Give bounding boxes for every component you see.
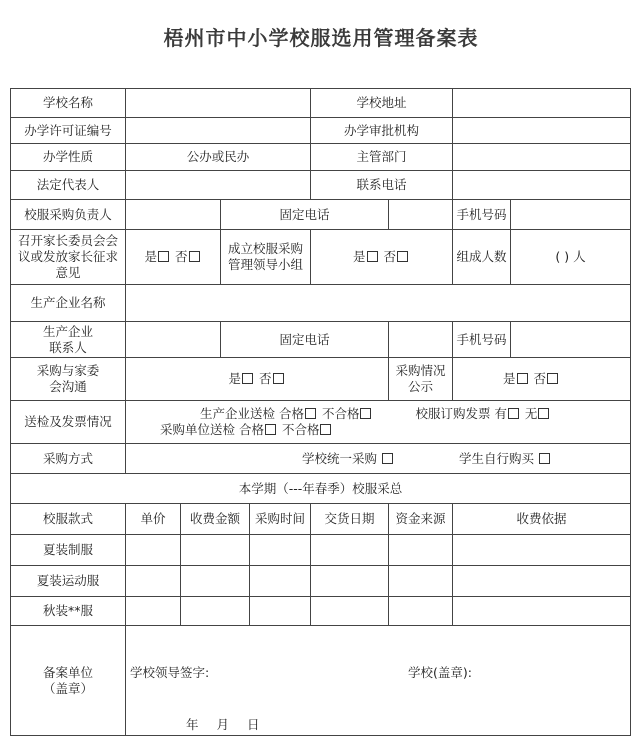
row-nature: [11, 144, 631, 171]
option-text: 生产企业送检 合格: [200, 406, 304, 421]
checkbox-unified[interactable]: [382, 453, 393, 464]
field-group-size[interactable]: ( ) 人: [511, 230, 631, 285]
filing-form-table: [10, 88, 631, 736]
checkbox-buyer-fail[interactable]: [320, 424, 331, 435]
checkbox-yes[interactable]: [517, 373, 528, 384]
checkbox-self[interactable]: [539, 453, 550, 464]
checkbox-invoice-no[interactable]: [538, 408, 549, 419]
option-text: 不合格: [277, 422, 320, 437]
checkbox-invoice-yes[interactable]: [508, 408, 519, 419]
field-school-address[interactable]: [453, 89, 631, 118]
field-legal-rep[interactable]: [126, 171, 311, 200]
label-line: 公示: [408, 379, 434, 394]
checkbox-yes[interactable]: [242, 373, 253, 384]
label-fixed-phone: 固定电话: [221, 200, 389, 230]
uniform-type: 夏装制服: [11, 535, 126, 566]
option-text: 不合格: [317, 406, 360, 421]
field-mobile-2[interactable]: [511, 322, 631, 358]
header-fund-source: 资金来源: [389, 504, 453, 535]
value-nature: 公办或民办: [126, 144, 311, 171]
yes-text: 是: [144, 249, 157, 264]
label-line: 备案单位: [42, 664, 93, 680]
checkbox-manufacturer-pass[interactable]: [305, 408, 316, 419]
label-school-address: 学校地址: [311, 89, 453, 118]
inspection-options: [126, 401, 631, 444]
checkbox-group-communication: [126, 358, 389, 401]
row-filing: [11, 626, 631, 736]
label-publicity: [389, 358, 453, 401]
checkbox-yes[interactable]: [158, 251, 169, 262]
table-row: [11, 597, 631, 626]
cell[interactable]: [126, 597, 181, 626]
uniform-type: 夏装运动服: [11, 566, 126, 597]
label-group-size: 组成人数: [453, 230, 511, 285]
header-price: 单价: [126, 504, 181, 535]
label-legal-rep: 法定代表人: [11, 171, 126, 200]
label-fixed-phone-2: 固定电话: [221, 322, 389, 358]
field-supervisor[interactable]: [453, 144, 631, 171]
label-manufacturer: 生产企业名称: [11, 285, 126, 322]
row-legal-rep: [11, 171, 631, 200]
row-headers: [11, 504, 631, 535]
term-summary: 本学期（---年春季）校服采总: [11, 474, 631, 504]
cell[interactable]: [311, 597, 389, 626]
method-options: [126, 444, 631, 474]
yes-text: 是: [228, 371, 241, 386]
checkbox-no[interactable]: [547, 373, 558, 384]
label-school-name: 学校名称: [11, 89, 126, 118]
uniform-type: 秋装**服: [11, 597, 126, 626]
checkbox-buyer-pass[interactable]: [265, 424, 276, 435]
row-parent-meeting: [11, 230, 631, 285]
cell[interactable]: [250, 597, 311, 626]
label-mobile-2: 手机号码: [453, 322, 511, 358]
cell[interactable]: [453, 535, 631, 566]
cell[interactable]: [181, 566, 250, 597]
label-contact-phone: 联系电话: [311, 171, 453, 200]
field-contact-phone[interactable]: [453, 171, 631, 200]
cell[interactable]: [126, 535, 181, 566]
row-term-summary: [11, 474, 631, 504]
field-approval-org[interactable]: [453, 118, 631, 144]
checkbox-group-parent-meeting: [126, 230, 221, 285]
no-text: 否: [383, 249, 397, 264]
label-supervisor: 主管部门: [311, 144, 453, 171]
label-filing-unit: [11, 626, 126, 736]
checkbox-group-leadership: [311, 230, 453, 285]
field-mobile[interactable]: [511, 200, 631, 230]
page-title: 梧州市中小学校服选用管理备案表: [163, 26, 479, 50]
field-fixed-phone-2[interactable]: [389, 322, 453, 358]
date-label: 年 月 日: [186, 716, 260, 732]
label-method: 采购方式: [11, 444, 126, 474]
checkbox-no[interactable]: [189, 251, 200, 262]
cell[interactable]: [453, 566, 631, 597]
leader-signature-label: 学校领导签字:: [130, 664, 210, 680]
row-communication: [11, 358, 631, 401]
option-text: 学生自行购买: [459, 450, 538, 466]
label-line: 生产企业: [42, 323, 93, 339]
label-approval-org: 办学审批机构: [311, 118, 453, 144]
option-text: 采购单位送检 合格: [160, 422, 264, 437]
label-leadership-group: 成立校服采购管理领导小组: [221, 230, 311, 285]
row-purchase-person: [11, 200, 631, 230]
cell[interactable]: [311, 566, 389, 597]
header-style: 校服款式: [11, 504, 126, 535]
label-manufacturer-contact: [11, 322, 126, 358]
cell[interactable]: [389, 535, 453, 566]
school-seal-label: 学校(盖章):: [408, 664, 472, 680]
label-line: 联系人: [49, 339, 87, 355]
option-text: 无: [520, 406, 538, 421]
header-fee-basis: 收费依据: [453, 504, 631, 535]
row-license: [11, 118, 631, 144]
field-purchase-person[interactable]: [126, 200, 221, 230]
field-school-name[interactable]: [126, 89, 311, 118]
checkbox-yes[interactable]: [367, 251, 378, 262]
field-fixed-phone[interactable]: [389, 200, 453, 230]
header-purchase-time: 采购时间: [250, 504, 311, 535]
field-manufacturer[interactable]: [126, 285, 631, 322]
label-line: 会沟通: [49, 379, 87, 394]
cell[interactable]: [250, 535, 311, 566]
row-manufacturer-contact: [11, 322, 631, 358]
label-mobile: 手机号码: [453, 200, 511, 230]
table-row: [11, 535, 631, 566]
option-text: 校服订购发票 有: [415, 406, 507, 421]
label-inspection: 送检及发票情况: [11, 401, 126, 444]
label-line: 采购与家委: [36, 363, 100, 378]
cell[interactable]: [389, 566, 453, 597]
header-amount: 收费金额: [181, 504, 250, 535]
label-parent-meeting: 召开家长委员会会议或发放家长征求意见: [11, 230, 126, 285]
table-row: [11, 566, 631, 597]
checkbox-manufacturer-fail[interactable]: [360, 408, 371, 419]
label-line: 采购情况: [395, 363, 446, 378]
yes-text: 是: [503, 371, 516, 386]
option-text: 学校统一采购: [302, 450, 382, 466]
cell[interactable]: [311, 535, 389, 566]
checkbox-no[interactable]: [273, 373, 284, 384]
label-license-no: 办学许可证编号: [11, 118, 126, 144]
checkbox-group-publicity: [453, 358, 631, 401]
checkbox-no[interactable]: [397, 251, 408, 262]
row-inspection: [11, 401, 631, 444]
label-line: （盖章）: [42, 680, 93, 696]
header-delivery-date: 交货日期: [311, 504, 389, 535]
cell[interactable]: [453, 597, 631, 626]
no-text: 否: [258, 371, 272, 386]
label-nature: 办学性质: [11, 144, 126, 171]
field-license-no[interactable]: [126, 118, 311, 144]
signature-area: [126, 626, 631, 736]
field-manufacturer-contact[interactable]: [126, 322, 221, 358]
no-text: 否: [174, 249, 188, 264]
row-school-name: [11, 89, 631, 118]
cell[interactable]: [389, 597, 453, 626]
row-method: [11, 444, 631, 474]
label-communication: [11, 358, 126, 401]
cell[interactable]: [250, 566, 311, 597]
yes-text: 是: [353, 249, 366, 264]
label-purchase-person: 校服采购负责人: [11, 200, 126, 230]
row-manufacturer: [11, 285, 631, 322]
cell[interactable]: [126, 566, 181, 597]
cell[interactable]: [181, 535, 250, 566]
cell[interactable]: [181, 597, 250, 626]
no-text: 否: [533, 371, 547, 386]
